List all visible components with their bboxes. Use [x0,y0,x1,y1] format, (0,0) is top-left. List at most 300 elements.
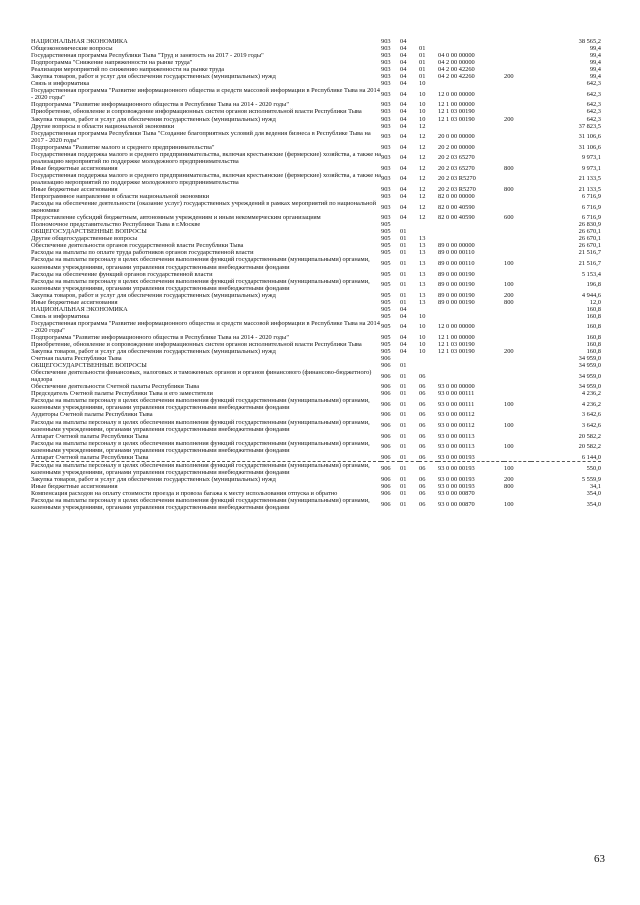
row-sum: 99,4 [589,73,601,81]
row-ved-code: 903 [381,90,391,98]
row-ved-code: 903 [381,143,391,151]
row-ved-code: 906 [381,372,391,380]
row-ved-code: 906 [381,422,391,430]
row-vr-code: 100 [504,461,531,476]
row-csr-code: 93 0 00 00113 [438,443,475,451]
row-ved-code: 906 [381,355,391,363]
row-pr-code: 13 [419,291,426,299]
row-rz-code: 01 [400,362,407,370]
row-name: НАЦИОНАЛЬНАЯ ЭКОНОМИКА [31,38,128,45]
row-csr-code: 93 0 00 00193 [438,475,475,483]
table-row [31,341,601,348]
row-name: Другие вопросы в области национальной экономики [31,122,175,130]
row-vr-code: 800 [504,164,514,172]
row-pr-code: 12 [419,143,426,151]
row-sum: 9 973,1 [581,164,601,172]
row-csr-code: 12 1 03 00190 [438,115,475,123]
row-sum: 354,0 [586,490,601,497]
row-sum: 26 670,1 [578,242,601,250]
row-vr-code: 800 [504,185,514,193]
row-pr-code: 06 [419,390,426,398]
table-row [31,123,601,130]
table-row [31,397,601,411]
row-csr-code [438,362,504,369]
row-ved-code: 905 [381,323,391,331]
row-vr-code [504,172,531,186]
row-vr-code [504,144,531,151]
row-csr-code [438,123,504,130]
row-name: Расходы на выплаты по оплате труда работников органов государственной власти [31,249,254,257]
row-pr-code: 10 [419,341,426,349]
table-row [31,369,601,383]
table-row [31,306,601,313]
table-row [31,200,601,214]
table-row [31,320,601,334]
row-vr-code [504,123,531,130]
row-ved-code: 905 [381,312,391,320]
table-row [31,383,601,390]
row-sum: 5 559,9 [581,475,601,483]
row-sum: 6 716,9 [581,203,601,211]
row-name: Реализация мероприятий по снижению напряженности на рынке труда [31,66,225,74]
row-pr-code: 10 [419,108,426,116]
row-rz-code: 04 [400,90,407,98]
row-name: Подпрограмма "Развитие информационного общества в Республике Тыва на 2014 - 2020 годы" [31,333,289,341]
row-name: Иные бюджетные ассигнования [31,298,118,306]
row-ved-code: 903 [381,122,391,130]
row-ved-code: 903 [381,175,391,183]
row-ved-code: 903 [381,66,391,74]
row-vr-code [504,249,531,256]
row-csr-code [438,355,504,362]
row-vr-code [504,130,531,144]
table-row [31,362,601,369]
row-ved-code: 903 [381,52,391,60]
row-rz-code: 01 [400,422,407,430]
row-name: Расходы на выплаты персоналу в целях обеспечения выполнения функций государственными (муниципальными) органами, казенными учреждениями, органами управления государственными внебюджетными фондами [31,277,370,292]
row-pr-code: 13 [419,298,426,306]
row-csr-code [438,221,504,228]
row-rz-code: 04 [400,333,407,341]
row-sum: 160,8 [586,348,601,356]
table-row [31,348,601,355]
row-rz-code: 01 [400,475,407,483]
row-sum: 3 642,6 [581,411,601,419]
row-ved-code: 903 [381,80,391,88]
row-ved-code: 903 [381,38,391,45]
row-pr-code: 06 [419,443,426,451]
row-csr-code: 93 0 00 00111 [438,390,475,398]
row-rz-code [400,355,419,362]
row-name: Другие общегосударственные вопросы [31,235,138,243]
row-sum: 354,0 [586,500,601,508]
row-csr-code: 12 1 03 00190 [438,348,475,356]
row-rz-code: 01 [400,372,407,380]
row-vr-code [504,108,531,115]
row-sum: 6 716,9 [581,193,601,201]
row-sum: 20 582,2 [578,432,601,440]
row-sum: 34 959,0 [578,372,601,380]
row-rz-code: 04 [400,122,407,130]
row-pr-code: 06 [419,400,426,408]
row-rz-code [400,221,419,228]
row-name: Иные бюджетные ассигнования [31,164,118,172]
table-row [31,433,601,440]
table-row [31,87,601,101]
row-ved-code: 905 [381,291,391,299]
row-pr-code: 10 [419,312,426,320]
table-row [31,144,601,151]
row-csr-code: 93 0 00 00193 [438,453,475,461]
row-csr-code: 20 2 03 65270 [438,164,475,172]
row-name: Обеспечение деятельности Счетной палаты Республики Тыва [31,383,200,391]
row-pr-code: 06 [419,490,426,497]
row-vr-code: 100 [504,443,514,451]
row-csr-code [438,313,504,320]
row-name: Иные бюджетные ассигнования [31,185,118,193]
table-row [31,221,601,228]
table-row [31,80,601,87]
row-vr-code [504,362,531,369]
row-name: Подпрограмма "Снижение напряженности на рынке труда" [31,59,193,67]
row-vr-code [504,101,531,108]
table-row [31,45,601,52]
row-pr-code: 12 [419,154,426,162]
row-sum: 160,8 [586,341,601,349]
row-csr-code: 82 0 00 00000 [438,193,475,201]
row-vr-code [504,334,531,341]
row-ved-code: 906 [381,490,391,497]
row-pr-code [419,228,438,235]
row-ved-code: 905 [381,348,391,356]
table-row [31,483,601,490]
row-pr-code: 12 [419,133,426,141]
table-row [31,490,601,497]
table-row [31,214,601,221]
row-ved-code: 906 [381,475,391,483]
row-pr-code: 10 [419,323,426,331]
row-vr-code [504,355,531,362]
row-sum: 99,4 [589,59,601,67]
row-csr-code: 89 0 00 00190 [438,281,475,289]
row-rz-code: 01 [400,411,407,419]
row-rz-code: 01 [400,453,407,461]
row-rz-code: 01 [400,461,419,476]
row-ved-code: 905 [381,228,391,236]
row-csr-code [438,369,504,383]
row-name: Государственная программа "Развитие информационного общества и средств массовой информации в Республике Тыва на 2014 - 2020 годы" [31,87,380,102]
row-sum: 99,4 [589,66,601,74]
table-row [31,242,601,249]
row-pr-code: 01 [419,59,426,67]
row-rz-code: 01 [400,383,407,391]
row-csr-code: 20 2 03 R5270 [438,175,476,183]
row-pr-code: 13 [419,242,426,250]
row-name: Предоставление субсидий бюджетным, автономным учреждениям и иным некоммерческим организациям [31,214,321,222]
budget-table [31,38,601,511]
row-rz-code: 01 [400,390,407,398]
row-vr-code [504,369,531,383]
table-row [31,193,601,200]
row-vr-code [504,390,531,397]
row-csr-code: 93 0 00 00112 [438,422,475,430]
row-vr-code: 600 [504,214,514,222]
row-ved-code: 906 [381,482,391,490]
table-row [31,390,601,397]
row-pr-code: 13 [419,281,426,289]
row-csr-code: 12 0 00 00000 [438,90,475,98]
row-rz-code: 04 [400,108,407,116]
table-row [31,59,601,66]
row-vr-code: 200 [504,475,514,483]
table-row [31,497,601,511]
row-vr-code [504,313,531,320]
page-number: 63 [594,853,605,865]
row-vr-code: 100 [504,400,514,408]
table-row [31,334,601,341]
row-csr-code: 04 2 00 42260 [438,73,475,81]
row-csr-code: 89 0 00 00110 [438,249,475,257]
row-rz-code: 04 [400,312,407,320]
row-sum: 4 944,6 [581,291,601,299]
row-rz-code: 04 [400,193,407,201]
row-vr-code [504,66,531,73]
row-rz-code: 04 [400,66,407,74]
row-sum: 37 823,5 [578,122,601,130]
row-ved-code: 903 [381,59,391,67]
row-name: Расходы на обеспечение деятельности (оказание услуг) государственных учреждений в рамках мероприятий по национальной экономике [31,200,377,215]
row-ved-code: 905 [381,259,391,267]
row-csr-code: 93 0 00 00193 [438,461,504,476]
row-name: Полномочное представительство Республики Тыва в г.Москве [31,221,201,229]
table-row [31,476,601,483]
row-vr-code [504,38,531,45]
row-ved-code: 906 [381,453,391,461]
row-pr-code: 12 [419,175,426,183]
row-rz-code: 04 [400,203,407,211]
row-vr-code: 200 [504,291,514,299]
row-name: ОБЩЕГОСУДАРСТВЕННЫЕ ВОПРОСЫ [31,362,147,370]
row-sum: 6 144,0 [581,453,601,461]
row-name: Закупка товаров, работ и услуг для обеспечения государственных (муниципальных) нужд [31,291,276,299]
row-rz-code: 04 [400,154,407,162]
row-rz-code: 04 [400,323,407,331]
row-csr-code: 89 0 00 00190 [438,291,475,299]
row-pr-code: 01 [419,52,426,60]
row-vr-code [504,235,531,242]
row-csr-code: 82 0 00 40590 [438,203,475,211]
row-csr-code: 93 0 00 00870 [438,500,475,508]
row-sum: 642,3 [586,108,601,116]
row-csr-code: 12 0 00 00000 [438,323,475,331]
table-row [31,292,601,299]
row-csr-code [438,235,504,242]
row-csr-code: 20 2 03 R5270 [438,185,476,193]
table-row [31,355,601,362]
row-name: Расходы на выплаты персоналу в целях обеспечения выполнения функций государственными (муниципальными) органами, казенными учреждениями, органами управления государственными внебюджетными фондами [31,439,370,454]
row-vr-code: 200 [504,348,514,356]
row-pr-code [419,355,438,362]
row-sum: 99,4 [589,52,601,60]
row-vr-code [504,271,531,278]
row-name: Государственная программа "Развитие информационного общества и средств массовой информации в Республике Тыва на 2014 - 2020 годы" [31,319,380,334]
row-pr-code: 10 [419,333,426,341]
row-name: Аппарат Счетной палаты Республики Тыва [31,432,149,440]
table-row [31,151,601,165]
row-csr-code: 04 2 00 00000 [438,59,475,67]
row-rz-code: 01 [400,432,407,440]
row-rz-code: 01 [400,242,407,250]
row-name: Расходы на выплаты персоналу в целях обеспечения выполнения функций государственными (муниципальными) органами, казенными учреждениями, органами управления государственными внебюджетными фондами [31,397,370,412]
table-row [31,256,601,270]
row-pr-code: 10 [419,101,426,109]
row-pr-code: 12 [419,193,426,201]
row-sum: 9 973,1 [581,154,601,162]
row-pr-code: 10 [419,80,426,88]
row-ved-code: 903 [381,214,391,222]
row-ved-code: 905 [381,333,391,341]
row-sum: 3 642,6 [581,422,601,430]
row-pr-code: 06 [419,453,426,461]
row-pr-code: 12 [419,164,426,172]
row-ved-code: 903 [381,115,391,123]
row-ved-code: 903 [381,203,391,211]
row-sum: 642,3 [586,90,601,98]
row-rz-code: 04 [400,52,407,60]
row-rz-code: 04 [400,101,407,109]
row-ved-code: 905 [381,221,391,229]
row-rz-code: 04 [400,80,407,88]
row-name: Приобретение, обновление и сопровождение информационных систем органов исполнительной власти Республики Тыва [31,108,362,116]
row-sum: 642,3 [586,80,601,88]
table-row [31,66,601,73]
row-ved-code: 906 [381,500,391,508]
row-csr-code: 89 0 00 00190 [438,270,475,278]
row-ved-code: 903 [381,185,391,193]
row-vr-code: 100 [504,281,514,289]
row-csr-code: 93 0 00 00000 [438,383,475,391]
row-csr-code: 12 1 03 00190 [438,341,475,349]
row-ved-code: 905 [381,249,391,257]
table-row [31,116,601,123]
row-pr-code: 12 [419,122,426,130]
row-csr-code [438,45,504,52]
table-row [31,108,601,115]
row-ved-code: 905 [381,242,391,250]
row-rz-code: 01 [400,249,407,257]
row-rz-code: 01 [400,235,407,243]
row-csr-code: 93 0 00 00193 [438,482,475,490]
row-csr-code: 89 0 00 00000 [438,242,475,250]
row-pr-code: 06 [419,482,426,490]
row-rz-code: 01 [400,490,407,497]
row-ved-code: 903 [381,133,391,141]
row-sum: 26 670,1 [578,235,601,243]
row-vr-code [504,221,531,228]
row-rz-code: 04 [400,133,407,141]
row-name: Расходы на обеспечение функций органов государственной власти [31,270,213,278]
row-vr-code [504,490,531,497]
row-vr-code: 200 [504,115,514,123]
table-row [31,235,601,242]
row-rz-code: 04 [400,143,407,151]
row-pr-code [419,306,438,313]
row-vr-code: 100 [504,259,514,267]
row-sum: 12,0 [589,298,601,306]
row-name: Непрограммное направление в области национальной экономики [31,193,210,201]
row-ved-code: 905 [381,281,391,289]
row-sum: 160,8 [586,333,601,341]
row-sum: 31 106,6 [578,133,601,141]
table-row [31,249,601,256]
row-name: Расходы на выплаты персоналу в целях обеспечения выполнения функций государственными (муниципальными) органами, казенными учреждениями, органами управления государственными внебюджетными фондами [31,418,370,433]
row-name: ОБЩЕГОСУДАРСТВЕННЫЕ ВОПРОСЫ [31,228,147,236]
row-pr-code: 13 [419,270,426,278]
row-ved-code: 906 [381,400,391,408]
row-ved-code: 906 [381,461,400,476]
row-name: Подпрограмма "Развитие информационного общества в Республике Тыва на 2014 - 2020 годы" [31,101,289,109]
row-csr-code: 12 1 00 00000 [438,101,475,109]
row-rz-code: 01 [400,482,407,490]
row-vr-code [504,59,531,66]
row-ved-code: 905 [381,341,391,349]
row-pr-code: 10 [419,348,426,356]
row-csr-code: 04 2 00 42260 [438,66,475,74]
row-pr-code: 12 [419,214,426,222]
row-name: Аудиторы Счетной палаты Республики Тыва [31,411,153,419]
row-sum: 160,8 [586,305,601,313]
row-csr-code: 93 0 00 00112 [438,411,475,419]
row-vr-code [504,320,531,334]
row-sum: 26 830,9 [578,221,601,229]
row-sum: 34 959,0 [578,383,601,391]
table-row [31,186,601,193]
row-sum: 20 582,2 [578,443,601,451]
row-rz-code: 01 [400,298,407,306]
row-ved-code: 903 [381,101,391,109]
row-csr-code: 20 2 00 00000 [438,143,475,151]
row-sum: 38 565,2 [578,38,601,45]
row-csr-code: 04 0 00 00000 [438,52,475,60]
row-ved-code: 906 [381,383,391,391]
row-vr-code [504,411,531,418]
row-sum: 642,3 [586,115,601,123]
row-vr-code [504,151,531,165]
row-pr-code: 06 [419,475,426,483]
table-row [31,165,601,172]
row-sum: 34 959,0 [578,355,601,363]
row-name: Обеспечение деятельности органов государственной власти Республики Тыва [31,242,244,250]
row-name: Государственная поддержка малого и среднего предпринимательства, включая крестьянские (фермерские) хозяйства, а также на реализацию мероприятий по поддержке молодежного предпринимательства [31,171,381,186]
row-rz-code: 04 [400,59,407,67]
row-rz-code: 01 [400,400,407,408]
row-sum: 21 516,7 [578,259,601,267]
table-row [31,172,601,186]
row-rz-code: 01 [400,270,407,278]
row-ved-code: 905 [381,270,391,278]
row-ved-code: 906 [381,390,391,398]
row-name: Государственная программа Республики Тыва "Создание благоприятных условий для ведения бизнеса в Республике Тыва на 2017 - 2020 годы" [31,129,371,144]
row-csr-code: 12 1 00 00000 [438,333,475,341]
row-ved-code: 905 [381,298,391,306]
row-ved-code: 903 [381,45,391,53]
row-sum: 6 716,9 [581,214,601,222]
row-vr-code: 100 [504,422,514,430]
row-name: Государственная поддержка малого и среднего предпринимательства, включая крестьянские (фермерские) хозяйства, а также на реализацию мероприятий по поддержке молодежного предпринимательства [31,150,381,165]
row-pr-code [419,362,438,369]
row-name: Иные бюджетные ассигнования [31,482,118,490]
row-sum: 21 133,5 [578,185,601,193]
